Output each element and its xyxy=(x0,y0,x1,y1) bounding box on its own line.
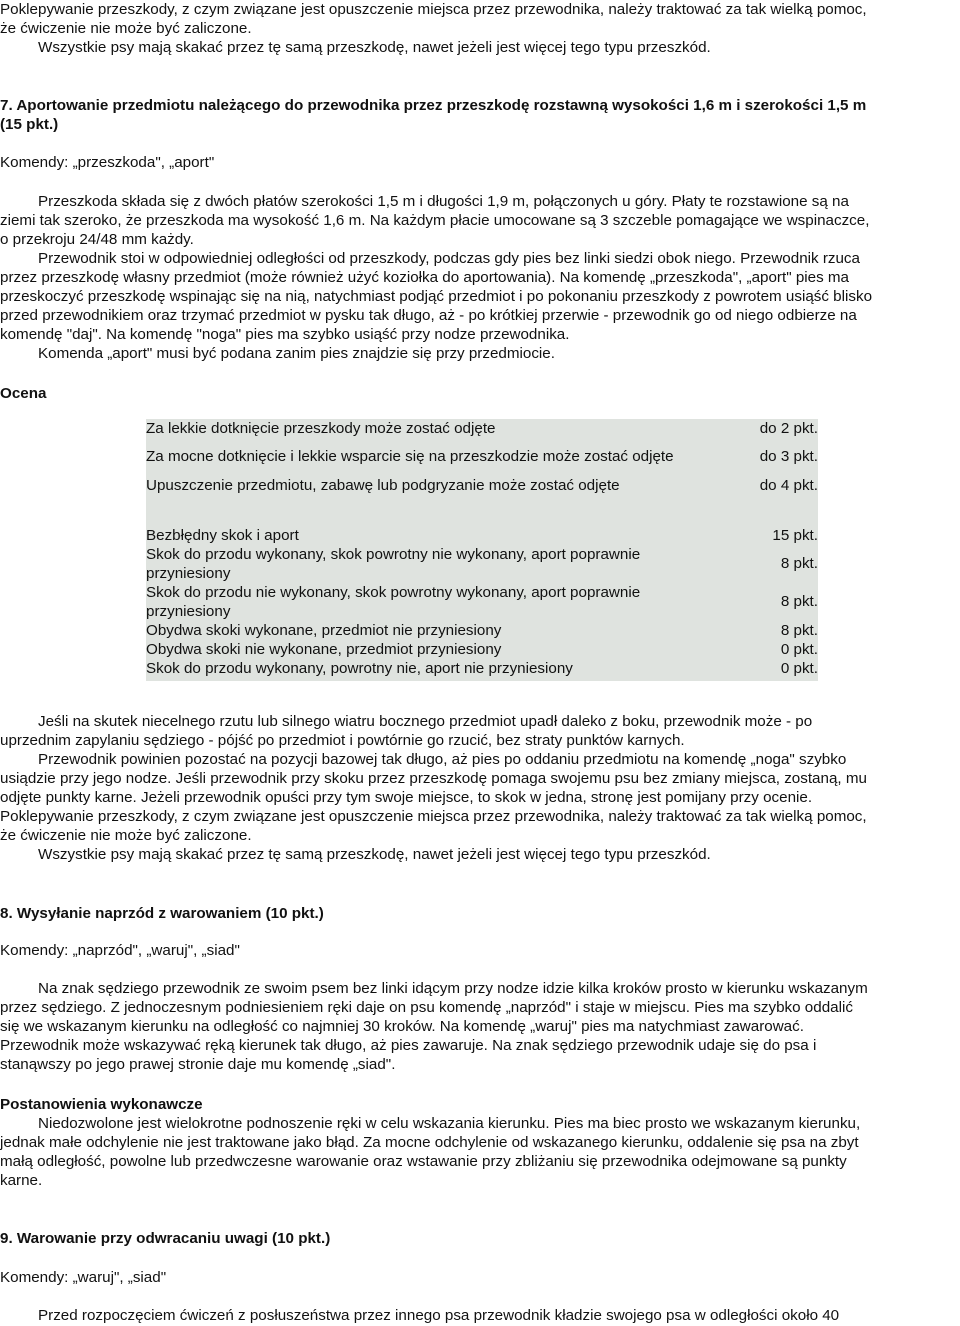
paragraph-line: karne. xyxy=(0,1172,43,1189)
score-desc: Obydwa skoki nie wykonane, przedmiot przyniesiony xyxy=(146,640,502,658)
score-points: 0 pkt. xyxy=(780,660,818,677)
score-points: 0 pkt. xyxy=(780,640,818,658)
table-row xyxy=(146,419,818,438)
section-title-cont: (15 pkt.) xyxy=(0,116,59,133)
deduction-points: do 3 pkt. xyxy=(759,448,818,466)
table-row xyxy=(146,621,818,640)
scoring-table xyxy=(146,419,818,681)
paragraph-line: jednak małe odchylenie nie jest traktowane jako błąd. Za mocne odchylenie od wskazanego kierunku, oddalenie się psa na zbyt xyxy=(0,1134,859,1151)
score-desc: Skok do przodu wykonany, skok powrotny nie wykonany, aport poprawnie przyniesiony xyxy=(146,545,641,582)
table-row xyxy=(146,659,818,681)
paragraph-line: Wszystkie psy mają skakać przez tę samą przeszkodę, nawet jeżeli jest więcej tego typu przeszkód. xyxy=(38,846,711,863)
paragraph-line: przed przewodnikiem oraz trzymać przedmiot w pysku tak długo, aż - po krótkiej przerwie - przewodnik go od niego odbierze na xyxy=(0,307,857,324)
paragraph-line: Niedozwolone jest wielokrotne podnoszenie ręki w celu wskazania kierunku. Pies ma biec prosto we wskazanym kierunku, xyxy=(38,1115,861,1132)
paragraph-line: Przewodnik powinien pozostać na pozycji bazowej tak długo, aż pies po oddaniu przedmiotu na komendę „noga" szybko xyxy=(38,751,847,768)
score-desc: Obydwa skoki wykonane, przedmiot nie przyniesiony xyxy=(146,621,502,639)
ocena-heading: Ocena xyxy=(0,385,47,402)
paragraph-line: Komenda „aport" musi być podana zanim pies znajdzie się przy przedmiocie. xyxy=(38,345,555,362)
paragraph-line: że ćwiczenie nie może być zaliczone. xyxy=(0,20,252,37)
score-points: 8 pkt. xyxy=(780,621,818,639)
paragraph-line: przeskoczyć przeszkodę wspinając się na nią, natychmiast podjąć przedmiot i po pokonaniu przeszkody z powrotem usiąść blisko xyxy=(0,288,873,305)
section-title: 8. Wysyłanie naprzód z warowaniem (10 pkt.) xyxy=(0,905,324,922)
paragraph-line: Przed rozpoczęciem ćwiczeń z posłuszeństwa przez innego psa przewodnik kładzie swojego psa w odległości około 40 xyxy=(38,1307,840,1324)
score-points: 8 pkt. xyxy=(780,593,818,611)
paragraph-line: że ćwiczenie nie może być zaliczone. xyxy=(0,827,252,844)
deduction-points: do 4 pkt. xyxy=(759,476,818,494)
deduction-desc: Za mocne dotknięcie i lekkie wsparcie się na przeszkodzie może zostać odjęte xyxy=(146,448,674,466)
score-points: 8 pkt. xyxy=(780,555,818,573)
paragraph-line: Poklepywanie przeszkody, z czym związane jest opuszczenie miejsca przez przewodnika, należy traktować za tak wielką pomoc, xyxy=(0,1,867,18)
paragraph-line: Przeszkoda składa się z dwóch płatów szerokości 1,5 m i długości 1,9 m, połączonych u góry. Płaty te rozstawione są na xyxy=(38,193,849,210)
paragraph-line: stanąwszy po jego prawej stronie daje mu komendę „siad". xyxy=(0,1056,396,1073)
paragraph-line: odjęte punkty karne. Jeżeli przewodnik opuści przy tym swoje miejsce, to skok w jedna, stronę jest pomijany przy ocenie. xyxy=(0,789,813,806)
commands-line: Komendy: „waruj", „siad" xyxy=(0,1269,167,1286)
paragraph-line: Wszystkie psy mają skakać przez tę samą przeszkodę, nawet jeżeli jest więcej tego typu przeszkód. xyxy=(38,39,711,56)
section-title: 7. Aportowanie przedmiotu należącego do przewodnika przez przeszkodę rozstawną wysokości 1,6 m i szerokości 1,5 m xyxy=(0,97,867,114)
paragraph-line: Przewodnik stoi w odpowiedniej odległości od przeszkody, podczas gdy pies bez linki siedzi obok niego. Przewodnik rzuca xyxy=(38,250,860,267)
paragraph-line: przez sędziego. Z jednoczesnym podniesieniem ręki daje on psu komendę „naprzód" i staje w miejscu. Pies ma szybko oddalić xyxy=(0,999,853,1016)
score-desc: Skok do przodu wykonany, powrotny nie, aport nie przyniesiony xyxy=(146,660,573,677)
deduction-desc: Upuszczenie przedmiotu, zabawę lub podgryzanie może zostać odjęte xyxy=(146,476,620,494)
paragraph-line: Na znak sędziego przewodnik ze swoim psem bez linki idącym przy nodze idzie kilka kroków prosto w kierunku wskazanym xyxy=(38,980,868,997)
paragraph-line: Poklepywanie przeszkody, z czym związane jest opuszczenie miejsca przez przewodnika, należy traktować za tak wielką pomoc, xyxy=(0,808,867,825)
paragraph-line: ziemi tak szeroko, że przeszkoda ma wysokość 1,6 m. Na każdym płacie umocowane są 3 szczeble pomagające we wspinaczce, xyxy=(0,212,870,229)
paragraph-line: się we wskazanym kierunku na odległość co najmniej 30 kroków. Na komendę „waruj" pies ma natychmiast zawarować. xyxy=(0,1018,804,1035)
commands-line: Komendy: „naprzód", „waruj", „siad" xyxy=(0,942,240,959)
paragraph-line: o przekroju 24/48 mm każdy. xyxy=(0,231,194,248)
score-desc: Skok do przodu nie wykonany, skok powrotny wykonany, aport poprawnie przyniesiony xyxy=(146,583,641,620)
paragraph-line: Przewodnik może wskazywać ręką kierunek tak długo, aż pies zawaruje. Na znak sędziego przewodnik udaje się do psa i xyxy=(0,1037,817,1054)
table-spacer xyxy=(146,495,818,526)
table-row xyxy=(146,526,818,545)
table-row xyxy=(146,640,818,659)
section-title: 9. Warowanie przy odwracaniu uwagi (10 pkt.) xyxy=(0,1230,331,1247)
deduction-points: do 2 pkt. xyxy=(759,419,818,437)
paragraph-line: komendę "daj". Na komendę "noga" pies ma szybko usiąść przy nodze przewodnika. xyxy=(0,326,570,343)
paragraph-line: uprzednim zapylaniu sędziego - pójść po przedmiot i powtórnie go rzucić, bez straty punktów karnych. xyxy=(0,732,685,749)
table-row xyxy=(146,545,818,583)
table-row xyxy=(146,583,818,621)
score-points: 15 pkt. xyxy=(772,526,818,544)
subsection-title: Postanowienia wykonawcze xyxy=(0,1096,203,1113)
table-row xyxy=(146,438,818,476)
paragraph-line: małą odległość, powolne lub przedwczesne warowanie oraz wstawanie przy zbliżaniu się przewodnika odejmowane są punkty xyxy=(0,1153,847,1170)
commands-line: Komendy: „przeszkoda", „aport" xyxy=(0,154,215,171)
paragraph-line: przez przeszkodę własny przedmiot (może również użyć koziołka do aportowania). Na komendę „przeszkoda", „aport" pies ma xyxy=(0,269,849,286)
table-row xyxy=(146,476,818,495)
paragraph-line: Jeśli na skutek niecelnego rzutu lub silnego wiatru bocznego przedmiot upadł daleko z boku, przewodnik może - po xyxy=(38,713,813,730)
paragraph-line: usiądzie przy jego nodze. Jeśli przewodnik przy skoku przez przeszkodę pomaga swojemu psu bez zmiany miejsca, zostaną, mu xyxy=(0,770,867,787)
deduction-desc: Za lekkie dotknięcie przeszkody może zostać odjęte xyxy=(146,419,496,437)
score-desc: Bezbłędny skok i aport xyxy=(146,526,299,544)
